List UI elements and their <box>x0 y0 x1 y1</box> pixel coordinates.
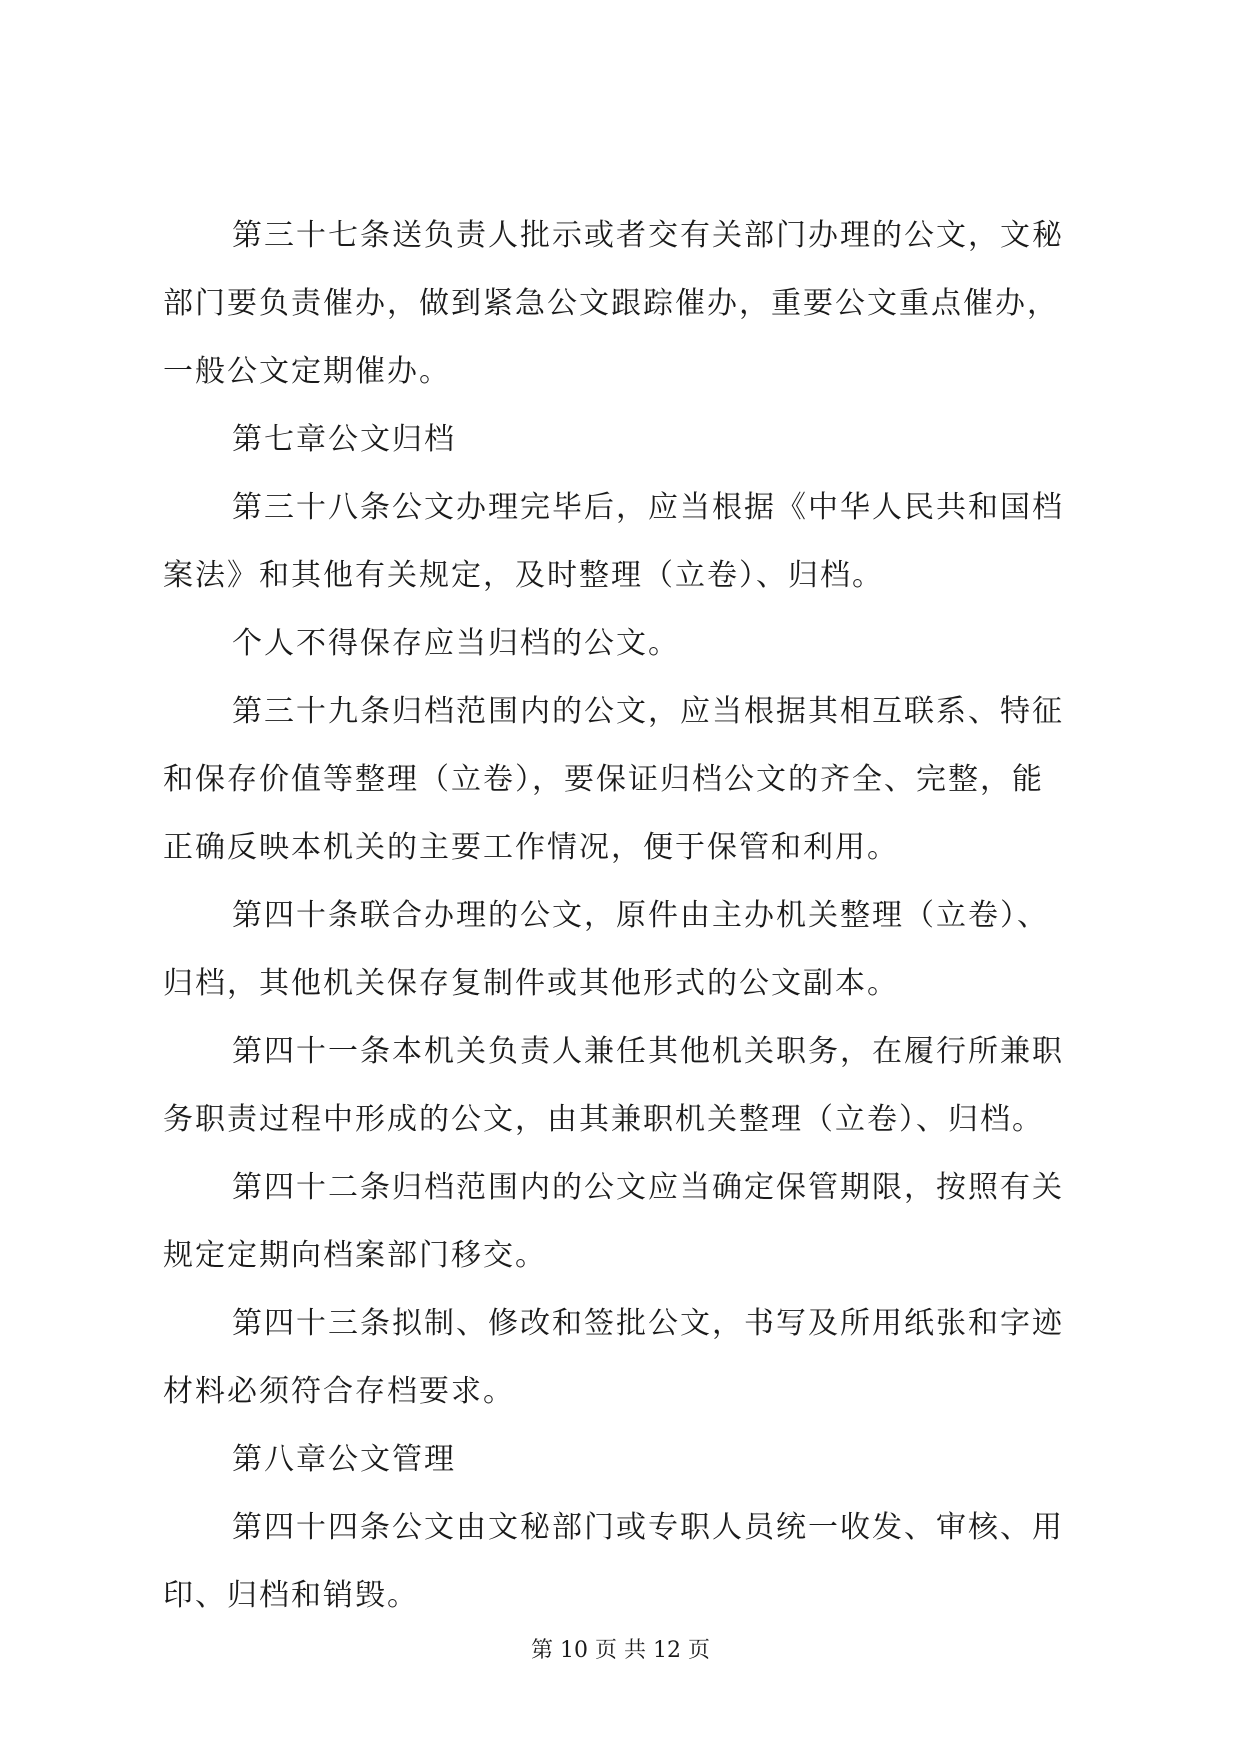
text-line: 归档，其他机关保存复制件或其他形式的公文副本。 <box>163 966 899 1001</box>
text-line: 第四十四条公文由文秘部门或专职人员统一收发、审核、用 <box>232 1510 1064 1545</box>
text-line: 案法》和其他有关规定，及时整理（立卷）、归档。 <box>163 558 884 593</box>
text-line: 第三十九条归档范围内的公文，应当根据其相互联系、特征 <box>232 694 1064 729</box>
text-line: 材料必须符合存档要求。 <box>163 1374 515 1409</box>
text-line: 一般公文定期催办。 <box>163 354 451 389</box>
text-line: 规定定期向档案部门移交。 <box>163 1238 547 1273</box>
text-line: 第三十七条送负责人批示或者交有关部门办理的公文，文秘 <box>232 218 1064 253</box>
text-line: 和保存价值等整理（立卷），要保证归档公文的齐全、完整，能 <box>163 762 1044 797</box>
text-line: 务职责过程中形成的公文，由其兼职机关整理（立卷）、归档。 <box>163 1102 1044 1137</box>
chapter-heading: 第八章公文管理 <box>232 1442 456 1477</box>
chapter-heading: 第七章公文归档 <box>232 422 456 457</box>
text-line: 正确反映本机关的主要工作情况，便于保管和利用。 <box>163 830 899 865</box>
text-line: 印、归档和销毁。 <box>163 1578 419 1613</box>
text-line: 第四十一条本机关负责人兼任其他机关职务，在履行所兼职 <box>232 1034 1064 1069</box>
text-line: 个人不得保存应当归档的公文。 <box>232 626 680 661</box>
page-number-footer: 第 10 页 共 12 页 <box>531 1638 710 1663</box>
text-line: 第四十条联合办理的公文，原件由主办机关整理（立卷）、 <box>232 898 1049 933</box>
text-line: 第三十八条公文办理完毕后，应当根据《中华人民共和国档 <box>232 490 1064 525</box>
text-line: 第四十三条拟制、修改和签批公文，书写及所用纸张和字迹 <box>232 1306 1064 1341</box>
text-line: 部门要负责催办，做到紧急公文跟踪催办，重要公文重点催办， <box>163 286 1059 321</box>
text-line: 第四十二条归档范围内的公文应当确定保管期限，按照有关 <box>232 1170 1064 1205</box>
